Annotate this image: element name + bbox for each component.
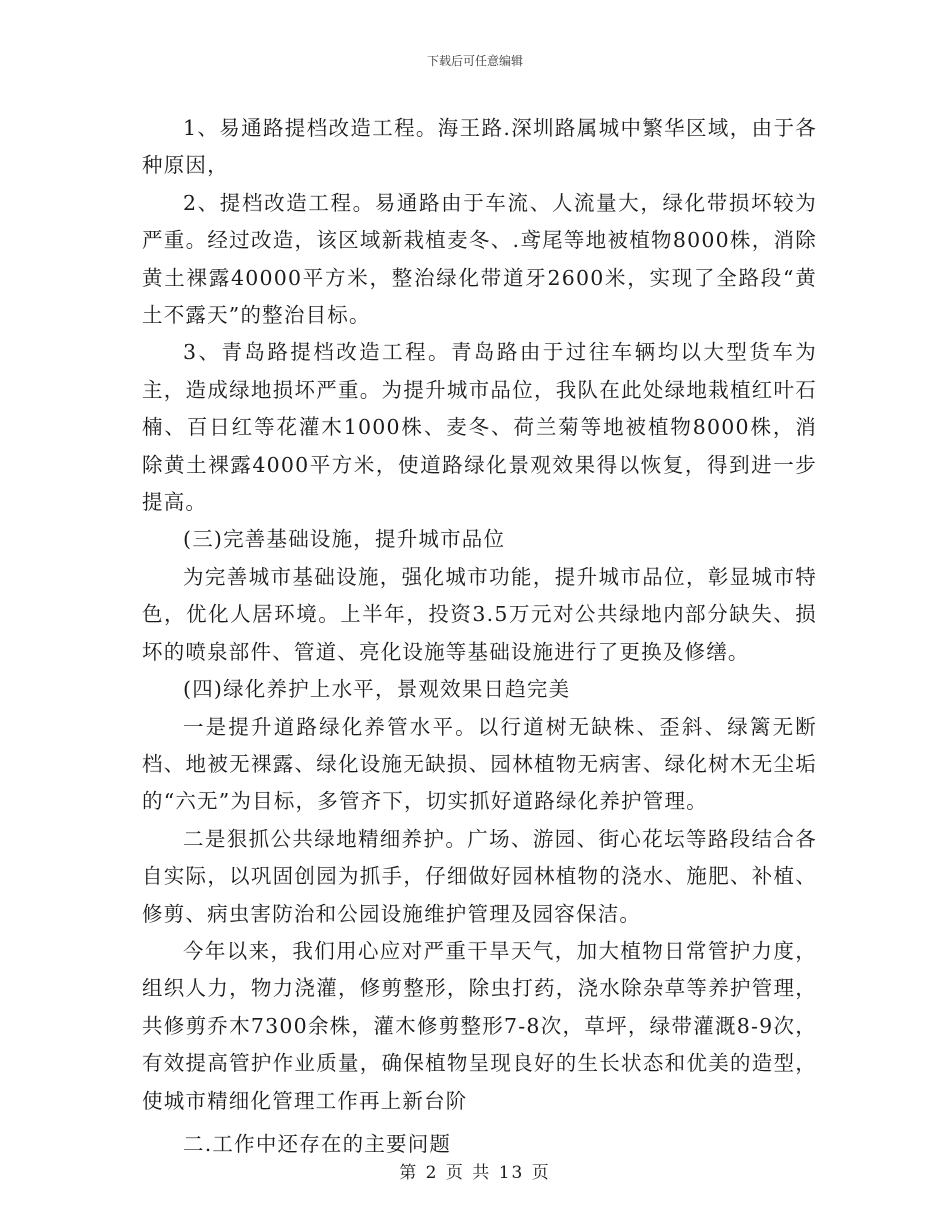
section-heading-problems: 二.工作中还存在的主要问题 bbox=[183, 1131, 452, 1156]
page-footer: 第 2 页 共 13 页 bbox=[399, 1163, 551, 1183]
section-heading-3: (三)完善基础设施，提升城市品位 bbox=[183, 527, 506, 552]
section-heading-4: (四)绿化养护上水平，景观效果日趋完美 bbox=[183, 677, 571, 702]
paragraph-road-greening: 一是提升道路绿化养管水平。以行道树无缺株、歪斜、绿篱无断档、地被无裸露、绿化设施无缺损、园林植物无病害、绿化树木无尘垢的“六无”为目标，多管齐下，切实抓好道路绿化养护管理。 bbox=[142, 714, 817, 814]
paragraph-3: 3、青岛路提档改造工程。青岛路由于过往车辆均以大型货车为主，造成绿地损坏严重。为提升城市品位，我队在此处绿地栽植红叶石楠、百日红等花灌木1000株、麦冬、荷兰菊等地被植物8000株，消除黄土裸露4000平方米，使道路绿化景观效果得以恢复，得到进一步提高。 bbox=[142, 340, 817, 515]
paragraph-infrastructure: 为完善城市基础设施，强化城市功能，提升城市品位，彰显城市特色，优化人居环境。上半年，投资3.5万元对公共绿地内部分缺失、损坏的喷泉部件、管道、亮化设施等基础设施进行了更换及修缮。 bbox=[142, 564, 817, 664]
page-header: 下载后可任意编辑 bbox=[426, 54, 523, 68]
paragraph-2: 2、提档改造工程。易通路由于车流、人流量大，绿化带损坏较为严重。经过改造，该区域新栽植麦冬、.鸢尾等地被植物8000株，消除黄土裸露40000平方米，整治绿化带道牙2600米，实现了全路段“黄土不露天”的整治目标。 bbox=[142, 190, 817, 328]
document-body bbox=[142, 110, 817, 1163]
paragraph-drought: 今年以来，我们用心应对严重干旱天气，加大植物日常管护力度，组织人力，物力浇灌，修剪整形，除虫打药，浇水除杂草等养护管理，共修剪乔木7300余株，灌木修剪整形7-8次，草坪，绿带灌溉8-9次，有效提高管护作业质量，确保植物呈现良好的生长状态和优美的造型，使城市精细化管理工作再上新台阶 bbox=[142, 938, 817, 1113]
paragraph-public-green: 二是狠抓公共绿地精细养护。广场、游园、街心花坛等路段结合各自实际，以巩固创园为抓手，仔细做好园林植物的浇水、施肥、补植、修剪、病虫害防治和公园设施维护管理及园容保洁。 bbox=[142, 826, 817, 926]
paragraph-1: 1、易通路提档改造工程。海王路.深圳路属城中繁华区域，由于各种原因， bbox=[142, 116, 817, 178]
